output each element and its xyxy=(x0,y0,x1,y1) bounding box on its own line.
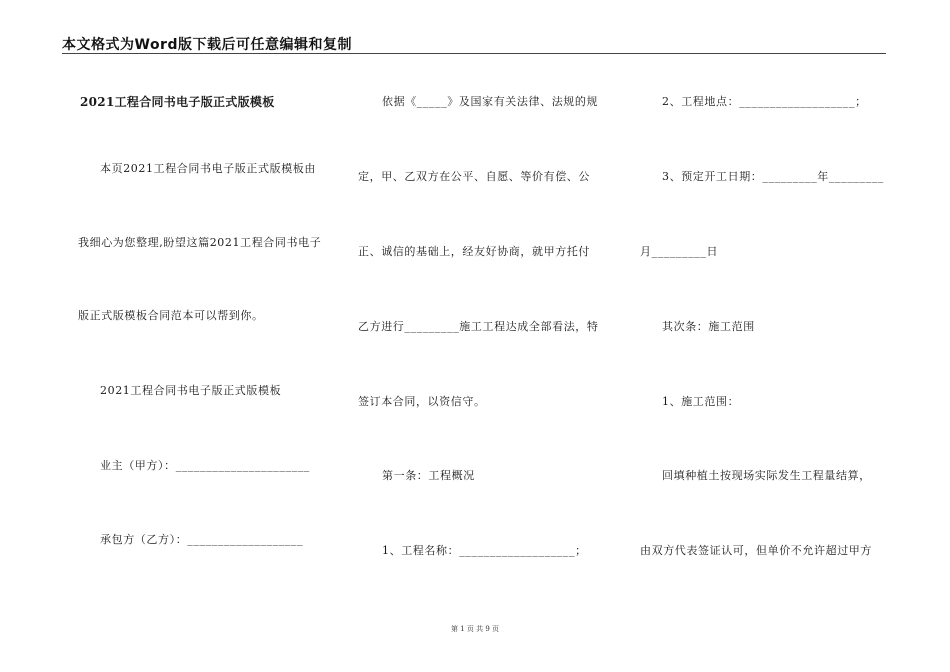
paragraph-line: 版正式版模板合同范本可以帮到你。 xyxy=(78,309,264,322)
start-date-line-cont: 月_________日 xyxy=(640,245,719,258)
contractor-line: 承包方（乙方）：___________________ xyxy=(100,533,304,546)
owner-line: 业主（甲方）：______________________ xyxy=(100,459,310,472)
paragraph-line: 回填种植土按现场实际发生工程量结算， xyxy=(662,469,871,482)
paragraph-line: 1、施工范围： xyxy=(662,395,740,408)
paragraph-line: 依据《_____》及国家有关法律、法规的规 xyxy=(382,95,599,108)
page-footer: 第 1 页 共 9 页 xyxy=(450,625,500,633)
paragraph-line: 本页2021工程合同书电子版正式版模板由 xyxy=(100,162,316,175)
paragraph-line: 由双方代表签证认可，但单价不允许超过甲方 xyxy=(640,544,872,557)
section-heading: 第一条：工程概况 xyxy=(382,469,475,482)
header-banner: 本文格式为Word版下载后可任意编辑和复制 xyxy=(62,37,352,53)
document-title: 2021工程合同书电子版正式版模板 xyxy=(80,95,275,109)
paragraph-line: 签订本合同，以资信守。 xyxy=(358,395,486,408)
section-heading: 其次条：施工范围 xyxy=(662,320,755,333)
project-name-line: 1、工程名称：___________________； xyxy=(382,544,587,557)
paragraph-line: 乙方进行_________施工工程达成全部看法，特 xyxy=(358,320,599,333)
project-location-line: 2、工程地点：___________________； xyxy=(662,95,867,108)
paragraph-line: 正、诚信的基础上，经友好协商，就甲方托付 xyxy=(358,245,590,258)
paragraph-line: 2021工程合同书电子版正式版模板 xyxy=(100,384,282,397)
paragraph-line: 定，甲、乙双方在公平、自愿、等价有偿、公 xyxy=(358,170,590,183)
start-date-line: 3、预定开工日期：_________年_________ xyxy=(662,170,884,183)
paragraph-line: 我细心为您整理,盼望这篇2021工程合同书电子 xyxy=(78,236,322,249)
